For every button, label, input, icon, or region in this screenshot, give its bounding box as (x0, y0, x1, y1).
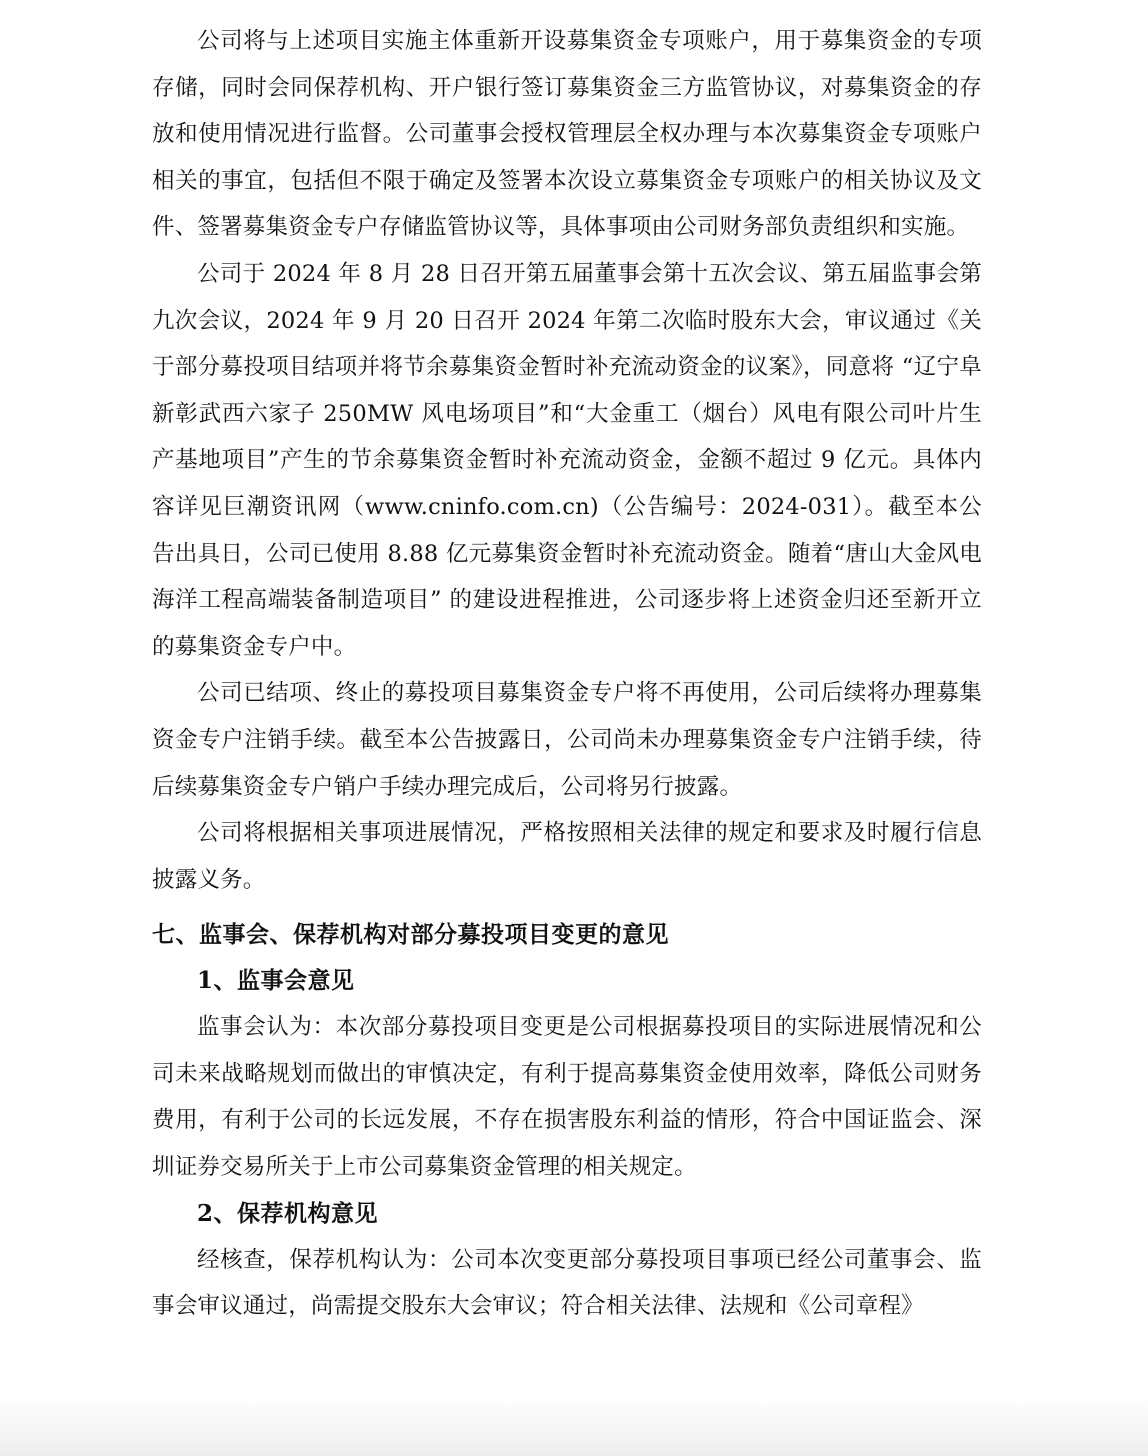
paragraph-disclosure-obligation: 公司将根据相关事项进展情况，严格按照相关法律的规定和要求及时履行信息披露义务。 (152, 820, 982, 893)
paragraph-temporary-supplement: 公司于 2024 年 8 月 28 日召开第五届董事会第十五次会议、第五届监事会第九次会议，2024 年 9 月 20 日召开 2024 年第二次临时股东大会，审议通过《关于部分募投项目结项并将节余募集资金暂时补充流动资金的议案》，同意将 “辽宁阜新彰武西六家子 250MW 风电场项目”和“大金重工（烟台）风电有限公司叶片生产基地项目”产生的节余募集资金暂时补充流动资金，金额不超过 9 亿元。具体内容详见巨潮资讯网（www.cninfo.com.cn)（公告编号：2024-031）。截至本公告出具日，公司已使用 8.88 亿元募集资金暂时补充流动资金。随着“唐山大金风电海洋工程高端装备制造项目” 的建设进程推进，公司逐步将上述资金归还至新开立的募集资金专户中。 (152, 260, 982, 660)
page-bottom-shadow (0, 1396, 1148, 1456)
paragraph-account-cancellation: 公司已结项、终止的募投项目募集资金专户将不再使用，公司后续将办理募集资金专户注销手续。截至本公告披露日，公司尚未办理募集资金专户注销手续，待后续募集资金专户销户手续办理完成后，公司将另行披露。 (152, 680, 982, 800)
sponsor-opinion-text: 经核查，保荐机构认为：公司本次变更部分募投项目事项已经公司董事会、监事会审议通过，尚需提交股东大会审议；符合相关法律、法规和《公司章程》 (152, 1246, 982, 1320)
paragraph-special-account: 公司将与上述项目实施主体重新开设募集资金专项账户，用于募集资金的专项存储，同时会同保荐机构、开户银行签订募集资金三方监管协议，对募集资金的存放和使用情况进行监督。公司董事会授权管理层全权办理与本次募集资金专项账户相关的事宜，包括但不限于确定及签署本次设立募集资金专项账户的相关协议及文件、签署募集资金专户存储监管协议等，具体事项由公司财务部负责组织和实施。 (152, 28, 982, 241)
document-body (152, 18, 982, 1330)
sponsor-opinion-heading: 2、保荐机构意见 (197, 1199, 379, 1227)
section-7-heading: 七、监事会、保荐机构对部分募投项目变更的意见 (152, 921, 669, 949)
supervisory-board-opinion-text: 监事会认为：本次部分募投项目变更是公司根据募投项目的实际进展情况和公司未来战略规划而做出的审慎决定，有利于提高募集资金使用效率，降低公司财务费用，有利于公司的长远发展，不存在损害股东利益的情形，符合中国证监会、深圳证券交易所关于上市公司募集资金管理的相关规定。 (152, 1014, 982, 1181)
supervisory-board-opinion-heading: 1、监事会意见 (197, 967, 355, 995)
